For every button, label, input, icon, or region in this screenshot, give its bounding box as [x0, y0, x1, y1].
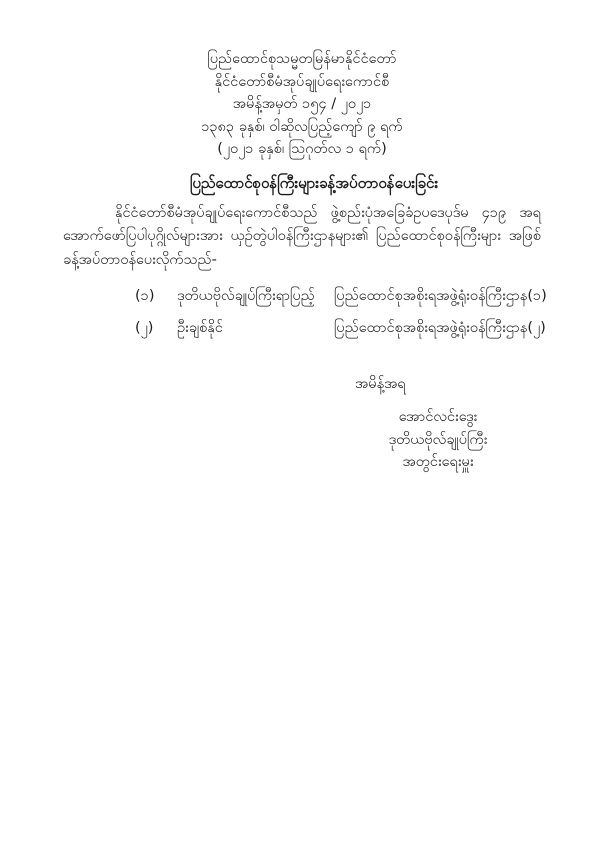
document-title: ပြည်ထောင်စုဝန်ကြီးများခန့်အပ်တာဝန်ပေးခြင်း: [189, 173, 439, 192]
signature-block: [363, 406, 513, 474]
appointee-ministry: ပြည်ထောင်စုအစိုးရအဖွဲ့ရုံးဝန်ကြီးဌာန(၁): [334, 288, 547, 304]
appointment-number: (၁): [135, 288, 155, 304]
state-name: ပြည်ထောင်စုသမ္မတမြန်မာနိုင်ငံတော်: [207, 51, 397, 67]
signatory-name: အောင်လင်းဒွေး: [398, 409, 478, 425]
organization-name: နိုင်ငံတော်စီမံအုပ်ချုပ်ရေးကောင်စီ: [214, 73, 390, 90]
myanmar-calendar-date: ၁၃၈၃ ခုနှစ်၊ ဝါဆိုလပြည့်ကျော် ၉ ရက်: [201, 118, 403, 135]
gregorian-calendar-date: (၂၀၂၁ ခုနှစ်၊ သြဂုတ်လ ၁ ရက်): [217, 141, 387, 157]
appointment-row: [135, 317, 546, 340]
appointee-name: ဦးချစ်နိုင်: [177, 320, 223, 336]
signatory-title: အတွင်းရေးမှူး: [402, 454, 474, 470]
appointment-list: [63, 285, 547, 340]
order-number: အမိန့်အမှတ် ၁၅၄ / ၂၀၂၁: [232, 96, 372, 112]
appointee-name: ဒုတိယဗိုလ်ချုပ်ကြီးရာပြည့်: [177, 288, 315, 304]
document-header: [63, 48, 541, 161]
by-order-text: အမိန့်အရ: [355, 376, 406, 392]
signatory-rank: ဒုတိယဗိုလ်ချုပ်ကြီး: [388, 431, 488, 448]
appointment-row: [135, 285, 547, 308]
body-paragraph: နိုင်ငံတော်စီမံအုပ်ချုပ်ရေးကောင်စီသည် ဖွဲ့စည်းပုံအခြေခံဥပဒေပုဒ်မ ၄၁၉ အရ အောက်ဖော်ပြပါပုဂ္ဂိုလ်များအား ယှဉ်တွဲပါဝန်ကြီးဌာနများ၏ ပြည်ထောင်စုဝန်ကြီးများ အဖြစ် ခန့်အပ်တာဝန်ပေးလိုက်သည်-: [63, 204, 541, 268]
appointee-ministry: ပြည်ထောင်စုအစိုးရအဖွဲ့ရုံးဝန်ကြီးဌာန(၂): [334, 320, 546, 336]
appointment-number: (၂): [135, 320, 154, 336]
